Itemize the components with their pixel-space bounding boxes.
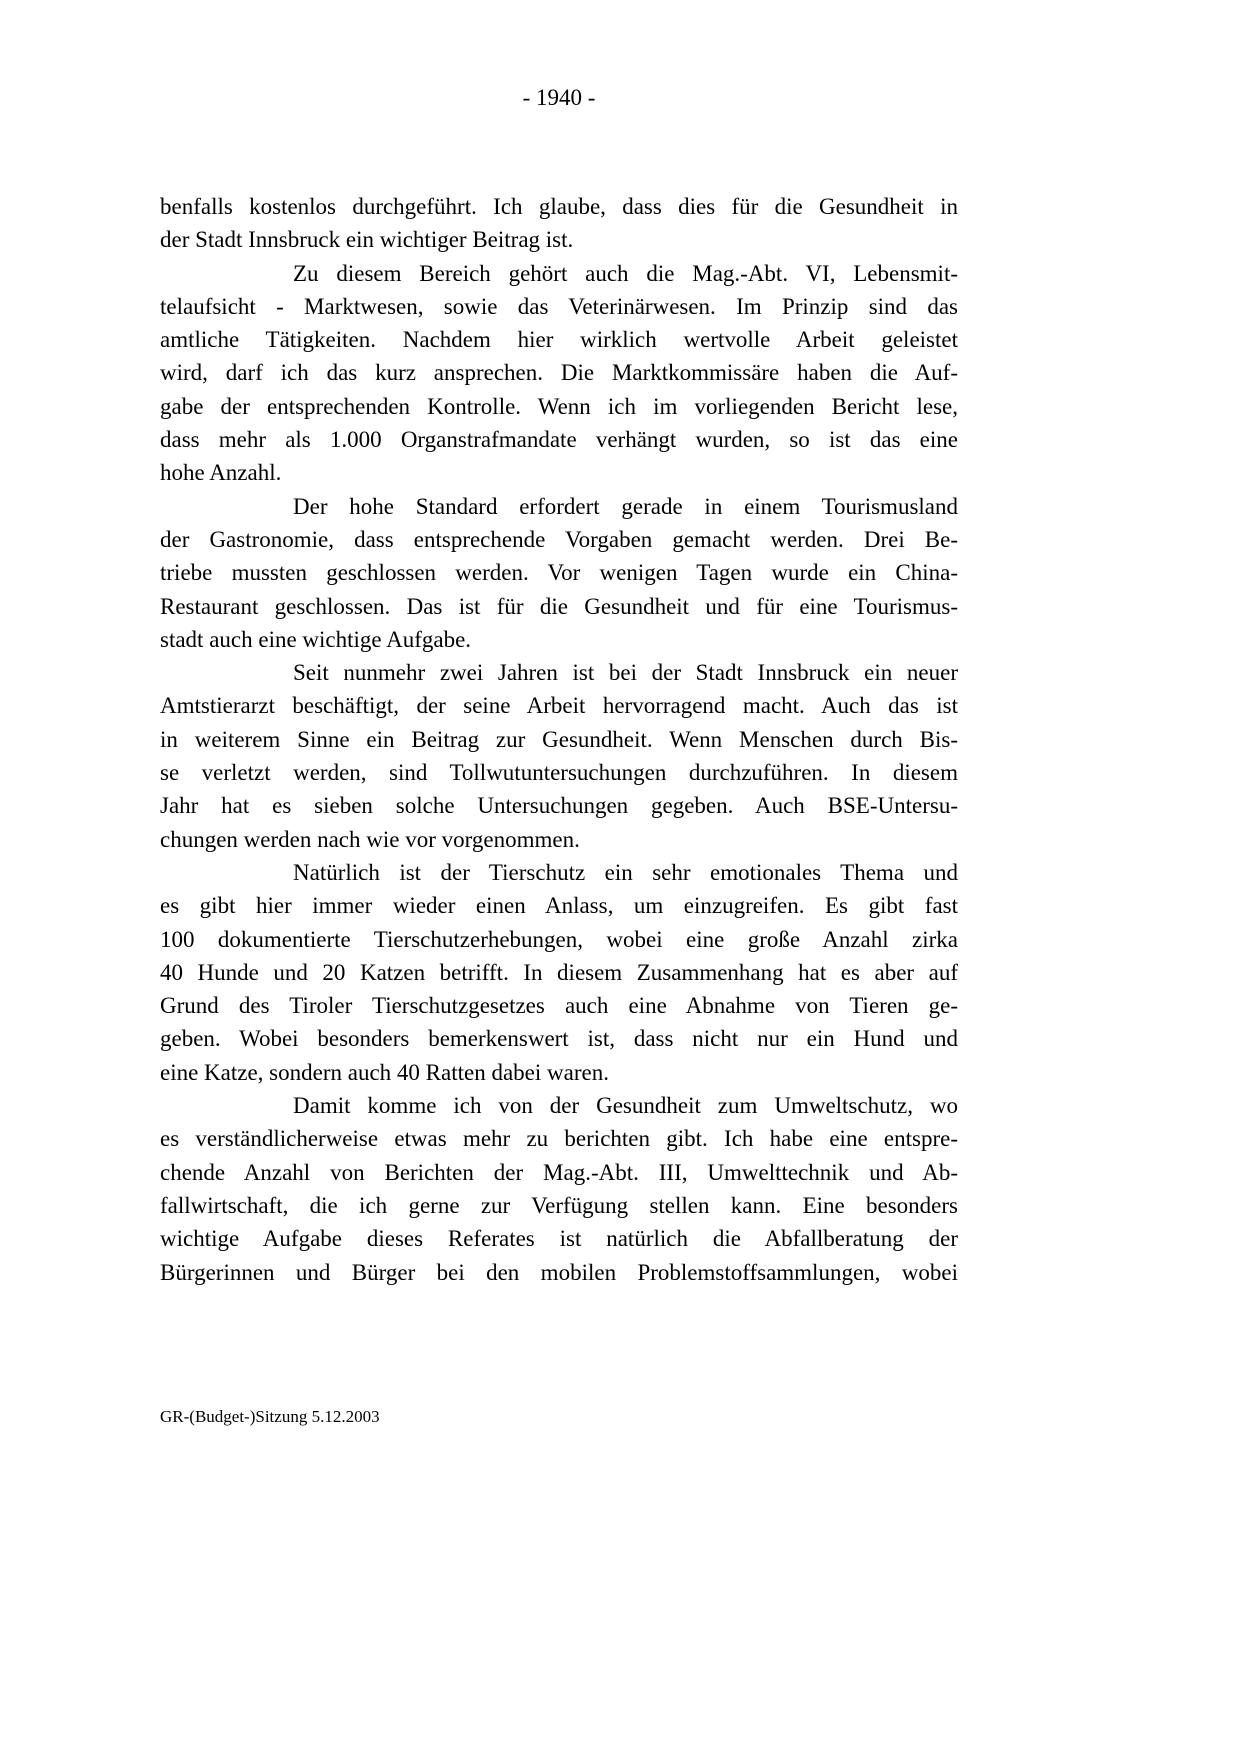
text-line: chungen werden nach wie vor vorgenommen.: [160, 826, 580, 852]
text-line: chende Anzahl von Berichten der Mag.-Abt. III, Umwelttechnik und Ab-: [160, 1159, 958, 1185]
text-line: in weiterem Sinne ein Beitrag zur Gesundheit. Wenn Menschen durch Bis-: [160, 726, 958, 752]
text-line: geben. Wobei besonders bemerkenswert ist, dass nicht nur ein Hund und: [160, 1026, 958, 1052]
text-line: 100 dokumentierte Tierschutzerhebungen, wobei eine große Anzahl zirka: [160, 926, 958, 952]
page-number: - 1940 -: [522, 85, 596, 110]
text-line: fallwirtschaft, die ich gerne zur Verfügung stellen kann. Eine besonders: [160, 1192, 958, 1218]
text-line: Grund des Tiroler Tierschutzgesetzes auch eine Abnahme von Tieren ge-: [160, 993, 958, 1019]
paragraph: [160, 656, 958, 856]
text-line: Jahr hat es sieben solche Untersuchungen gegeben. Auch BSE-Untersu-: [160, 793, 958, 819]
text-line: 40 Hunde und 20 Katzen betrifft. In diesem Zusammenhang hat es aber auf: [160, 959, 958, 985]
text-line: telaufsicht - Marktwesen, sowie das Veterinärwesen. Im Prinzip sind das: [160, 293, 958, 319]
footer-session-note: GR-(Budget-)Sitzung 5.12.2003: [160, 1407, 380, 1426]
text-line: gabe der entsprechenden Kontrolle. Wenn ich im vorliegenden Bericht lese,: [160, 393, 958, 419]
text-line: hohe Anzahl.: [160, 460, 282, 486]
text-line: Natürlich ist der Tierschutz ein sehr emotionales Thema und: [293, 859, 958, 885]
text-line: Der hohe Standard erfordert gerade in einem Tourismusland: [293, 493, 958, 519]
text-line: eine Katze, sondern auch 40 Ratten dabei waren.: [160, 1059, 609, 1085]
text-line: Zu diesem Bereich gehört auch die Mag.-Abt. VI, Lebensmit-: [293, 260, 958, 286]
paragraph: [160, 257, 958, 490]
text-line: Bürgerinnen und Bürger bei den mobilen Problemstoffsammlungen, wobei: [160, 1259, 958, 1285]
text-line: se verletzt werden, sind Tollwutuntersuchungen durchzuführen. In diesem: [160, 760, 958, 786]
text-line: der Stadt Innsbruck ein wichtiger Beitrag ist.: [160, 227, 574, 253]
document-body: [160, 190, 958, 1289]
text-line: wird, darf ich das kurz ansprechen. Die Marktkommissäre haben die Auf-: [160, 360, 958, 386]
paragraph: [160, 1089, 958, 1289]
text-line: Damit komme ich von der Gesundheit zum Umweltschutz, wo: [293, 1093, 958, 1119]
text-line: triebe mussten geschlossen werden. Vor wenigen Tagen wurde ein China-: [160, 560, 958, 586]
paragraph: [160, 490, 958, 656]
text-line: es gibt hier immer wieder einen Anlass, um einzugreifen. Es gibt fast: [160, 893, 958, 919]
text-line: amtliche Tätigkeiten. Nachdem hier wirklich wertvolle Arbeit geleistet: [160, 327, 958, 353]
text-line: Amtstierarzt beschäftigt, der seine Arbeit hervorragend macht. Auch das ist: [160, 693, 958, 719]
text-line: Restaurant geschlossen. Das ist für die Gesundheit und für eine Tourismus-: [160, 593, 958, 619]
text-line: benfalls kostenlos durchgeführt. Ich glaube, dass dies für die Gesundheit in: [160, 194, 958, 219]
paragraph: [160, 190, 958, 257]
text-line: dass mehr als 1.000 Organstrafmandate verhängt wurden, so ist das eine: [160, 427, 958, 453]
text-line: es verständlicherweise etwas mehr zu berichten gibt. Ich habe eine entspre-: [160, 1126, 958, 1152]
paragraph: [160, 856, 958, 1089]
text-line: wichtige Aufgabe dieses Referates ist natürlich die Abfallberatung der: [160, 1226, 958, 1252]
text-line: der Gastronomie, dass entsprechende Vorgaben gemacht werden. Drei Be-: [160, 526, 958, 552]
text-line: Seit nunmehr zwei Jahren ist bei der Stadt Innsbruck ein neuer: [293, 660, 958, 686]
text-line: stadt auch eine wichtige Aufgabe.: [160, 626, 472, 652]
